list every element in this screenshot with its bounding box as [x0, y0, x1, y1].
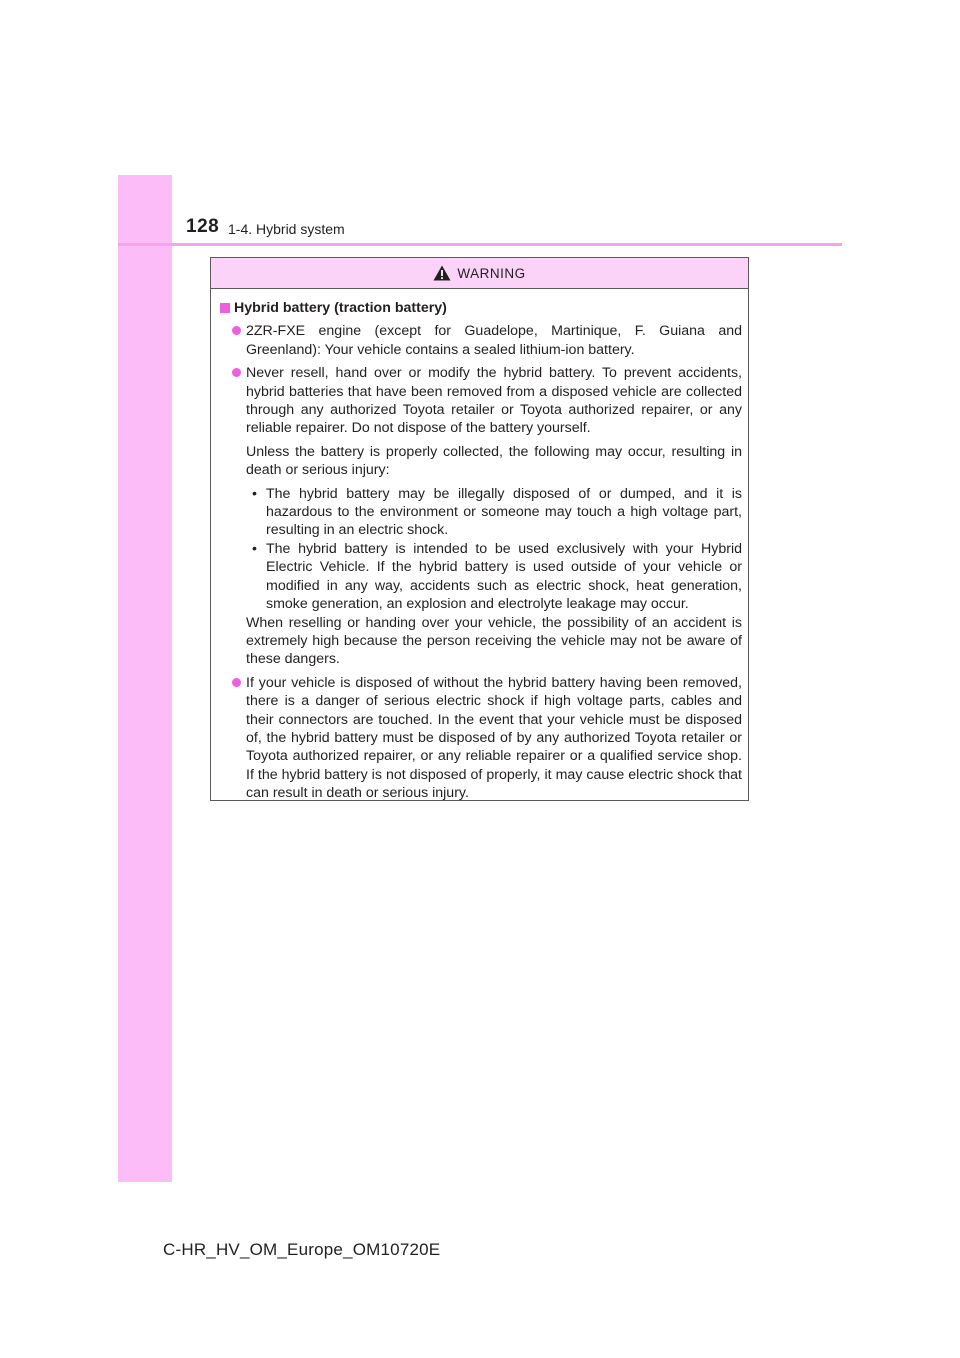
note-intro: Unless the battery is properly collected, the following may occur, resulting in death or serious injury:: [246, 443, 742, 479]
bullet-text: Never resell, hand over or modify the hybrid battery. To prevent accidents, hybrid batteries that have been removed from a disposed vehicle are collected through any authorized Toyota retailer or Toyota authorized repairer, or any reliable repairer. Do not dispose of the battery yourself.: [246, 365, 742, 437]
sub-bullet-mark: •: [252, 485, 257, 502]
bullet-text: If your vehicle is disposed of without the hybrid battery having been removed, there is a danger of serious electric shock if high voltage parts, cables and their connectors are touched. In the event that your vehicle must be disposed of, the hybrid battery must be disposed of by any authorized Toyota retailer or Toyota authorized repairer, or any reliable repairer or a qualified service shop. If the hybrid battery is not disposed of properly, it may cause electric shock that can result in death or serious injury.: [246, 674, 742, 802]
sub-item: [246, 485, 742, 540]
warning-heading: [220, 299, 742, 317]
square-bullet-icon: [220, 303, 230, 313]
header-rule: [118, 243, 842, 246]
bullet-text: 2ZR-FXE engine (except for Guadelope, Martinique, F. Guiana and Greenland): Your vehicle contains a sealed lithium-ion battery.: [246, 323, 742, 358]
round-bullet-icon: [232, 326, 241, 335]
section-title: 1-4. Hybrid system: [228, 221, 345, 237]
warning-triangle-icon: [433, 265, 451, 281]
note-outro: When reselling or handing over your vehicle, the possibility of an accident is extremely high because the person receiving the vehicle may not be aware of these dangers.: [246, 614, 742, 668]
warning-label: WARNING: [457, 265, 526, 281]
sub-item: [246, 540, 742, 614]
round-bullet-icon: [232, 368, 241, 377]
warning-body: [211, 289, 748, 803]
bullet-item: [220, 674, 742, 803]
heading-text: Hybrid battery (traction battery): [234, 300, 447, 316]
sub-item-text: The hybrid battery is intended to be used exclusively with your Hybrid Electric Vehicle. If the hybrid battery is used outside of your vehicle or modified in any way, accidents such as electric shock, heat generation, smoke generation, an explosion and electrolyte leakage may occur.: [266, 540, 742, 613]
sub-bullet-mark: •: [252, 540, 257, 557]
bullet-item: [220, 322, 742, 359]
bullet-item: [220, 364, 742, 669]
round-bullet-icon: [232, 678, 241, 687]
warning-header: [211, 258, 748, 289]
page-number: 128: [186, 216, 220, 237]
side-color-strip: [118, 175, 172, 1182]
sub-item-text: The hybrid battery may be illegally disposed of or dumped, and it is hazardous to the environment or someone may touch a high voltage part, resulting in an electric shock.: [266, 485, 742, 539]
warning-box: [210, 257, 749, 801]
document-code: C-HR_HV_OM_Europe_OM10720E: [163, 1240, 441, 1259]
